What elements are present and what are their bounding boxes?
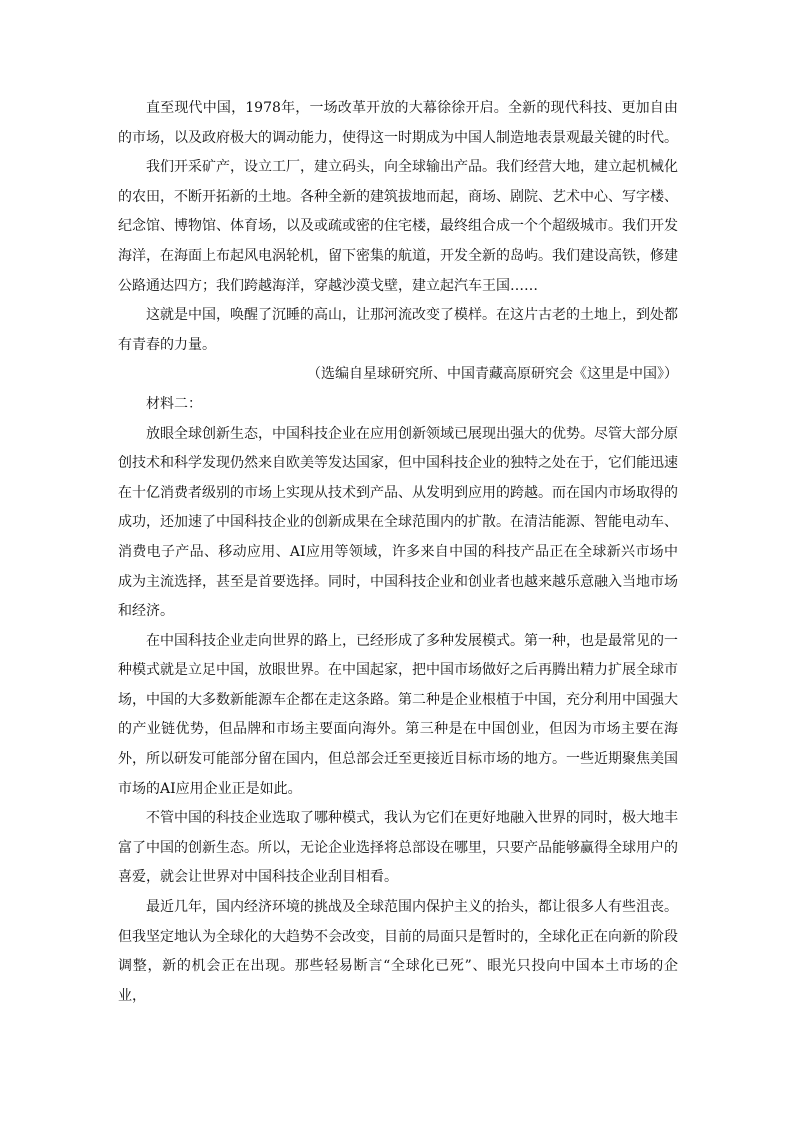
paragraph-4: 放眼全球创新生态，中国科技企业在应用创新领域已展现出强大的优势。尽管大部分原创技术和科学发现仍然来自欧美等发达国家，但中国科技企业的独特之处在于，它们能迅速在十亿消费者级别的市场上实现从技术到产品、从发明到应用的跨越。而在国内市场取得的成功，还加速了中国科技企业的创新成果在全球范围内的扩散。在清洁能源、智能电动车、消费电子产品、移动应用、AI应用等领域，许多来自中国的科技产品正在全球新兴市场中成为主流选择，甚至是首要选择。同时，中国科技企业和创业者也越来越乐意融入当地市场和经济。 — [118, 425, 678, 620]
material-label: 材料二： — [146, 395, 202, 412]
paragraph-7: 最近几年，国内经济环境的挑战及全球范围内保护主义的抬头，都让很多人有些沮丧。但我坚定地认为全球化的大趋势不会改变，目前的局面只是暂时的，全球化正在向新的阶段调整，新的机会正在出现。那些轻易断言“全球化已死”、眼光只投向中国本土市场的企业， — [118, 899, 678, 1004]
paragraph-3: 这就是中国，唤醒了沉睡的高山，让那河流改变了模样。在这片古老的土地上，到处都有青春的力量。 — [118, 307, 678, 353]
paragraph-5: 在中国科技企业走向世界的路上，已经形成了多种发展模式。第一种，也是最常见的一种模式就是立足中国，放眼世界。在中国起家，把中国市场做好之后再腾出精力扩展全球市场，中国的大多数新能源车企都在走这条路。第二种是企业根植于中国，充分利用中国强大的产业链优势，但品牌和市场主要面向海外。第三种是在中国创业，但因为市场主要在海外，所以研发可能部分留在国内，但总部会迁至更接近目标市场的地方。一些近期聚焦美国市场的AI应用企业正是如此。 — [118, 632, 678, 797]
paragraph-6: 不管中国的科技企业选取了哪种模式，我认为它们在更好地融入世界的同时，极大地丰富了中国的创新生态。所以，无论企业选择将总部设在哪里，只要产品能够赢得全球用户的喜爱，就会让世界对中国科技企业刮目相看。 — [118, 810, 678, 886]
paragraph-1: 直至现代中国，1978年，一场改革开放的大幕徐徐开启。全新的现代科技、更加自由的市场，以及政府极大的调动能力，使得这一时期成为中国人制造地表景观最关键的时代。 — [118, 100, 678, 146]
paragraph-2: 我们开采矿产，设立工厂，建立码头，向全球输出产品。我们经营大地，建立起机械化的农田，不断开拓新的土地。各种全新的建筑拔地而起，商场、剧院、艺术中心、写字楼、纪念馆、博物馆、体育场，以及或疏或密的住宅楼，最终组合成一个个超级城市。我们开发海洋，在海面上布起风电涡轮机，留下密集的航道，开发全新的岛屿。我们建设高铁，修建公路通达四方；我们跨越海洋，穿越沙漠戈壁，建立起汽车王国…… — [118, 159, 678, 294]
document-body — [118, 94, 678, 1011]
source-citation: （选编自星球研究所、中国青藏高原研究会《这里是中国》） — [307, 366, 678, 383]
